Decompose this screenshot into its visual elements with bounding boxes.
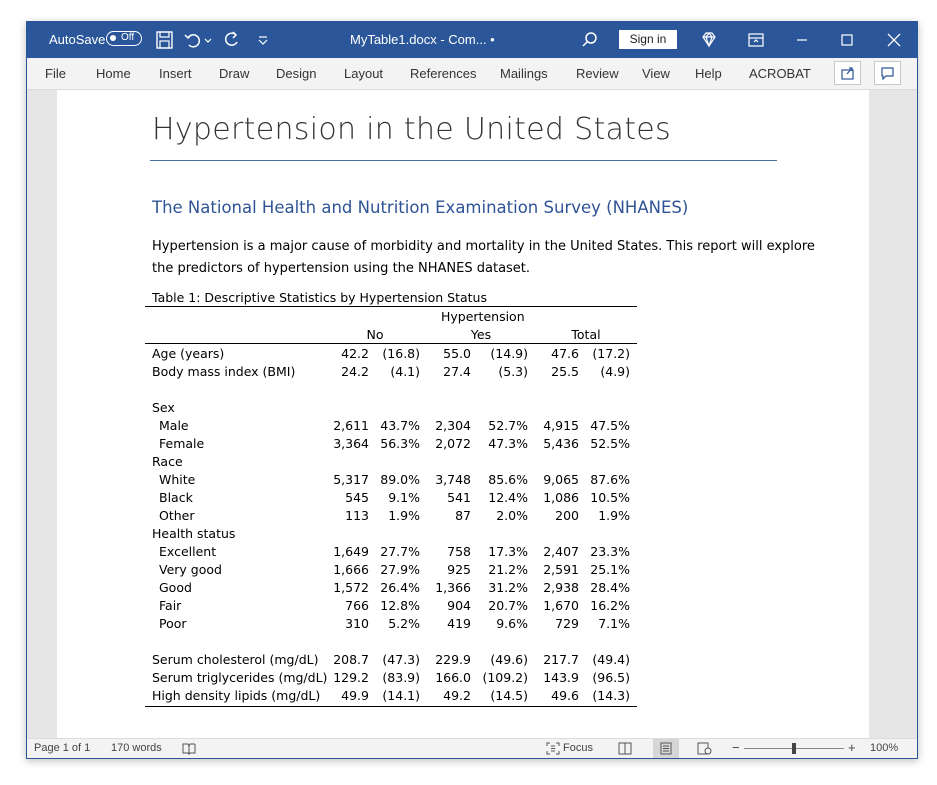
table-cell: 5,317 <box>333 472 369 487</box>
title-underline <box>150 160 777 161</box>
table-cell: 10.5% <box>590 490 630 505</box>
table-cell: 2,611 <box>333 418 369 433</box>
table-cell: 9,065 <box>543 472 579 487</box>
tab-draw[interactable]: Draw <box>219 66 250 81</box>
comment-icon <box>875 62 900 84</box>
table-row-label: Serum triglycerides (mg/dL) <box>152 670 328 685</box>
table-cell: 200 <box>555 508 579 523</box>
table-cell: 2,304 <box>435 418 471 433</box>
table-cell: 56.3% <box>380 436 420 451</box>
document-title[interactable]: MyTable1.docx - Com... • <box>350 32 495 47</box>
table-cell: 16.2% <box>590 598 630 613</box>
tab-file[interactable]: File <box>45 66 66 81</box>
table-cell: 541 <box>447 490 471 505</box>
tab-design[interactable]: Design <box>276 66 317 81</box>
table-cell: 229.9 <box>435 652 471 667</box>
table-cell: 55.0 <box>443 346 471 361</box>
table-cell: 85.6% <box>488 472 528 487</box>
word-window <box>26 21 918 759</box>
table-row-label: Health status <box>152 526 236 541</box>
tab-acrobat[interactable]: ACROBAT <box>749 66 811 81</box>
table-cell: (4.1) <box>390 364 420 379</box>
table-cell: (47.3) <box>382 652 420 667</box>
table-cell: 166.0 <box>435 670 471 685</box>
customize-icon[interactable] <box>253 30 273 50</box>
table-cell: (14.9) <box>490 346 528 361</box>
section-heading: The National Health and Nutrition Examination Survey (NHANES) <box>152 198 689 217</box>
table-cell: 31.2% <box>488 580 528 595</box>
share-button[interactable] <box>834 61 861 85</box>
table-cell: 28.4% <box>590 580 630 595</box>
table-row-label: Serum cholesterol (mg/dL) <box>152 652 319 667</box>
table-cell: 143.9 <box>543 670 579 685</box>
comments-button[interactable] <box>874 61 901 85</box>
diamond-icon[interactable] <box>699 30 719 50</box>
table-cell: 43.7% <box>380 418 420 433</box>
table-cell: 2,072 <box>435 436 471 451</box>
table-row-sublabel: Female <box>159 436 205 451</box>
table-cell: 1.9% <box>598 508 630 523</box>
table-cell: (49.4) <box>592 652 630 667</box>
table-row-sublabel: Fair <box>159 598 182 613</box>
table-cell: 42.2 <box>341 346 369 361</box>
table-column-header: Total <box>571 327 601 342</box>
table-column-header: Yes <box>470 327 492 342</box>
table-cell: 1,666 <box>333 562 369 577</box>
table-cell: 21.2% <box>488 562 528 577</box>
table-cell: 9.6% <box>496 616 528 631</box>
autosave-state: Off <box>121 32 135 43</box>
table-cell: 23.3% <box>590 544 630 559</box>
zoom-in-button[interactable]: + <box>848 740 856 755</box>
autosave-toggle[interactable] <box>106 31 142 46</box>
table-cell: 9.1% <box>388 490 420 505</box>
save-icon[interactable] <box>155 30 175 50</box>
table-cell: 2.0% <box>496 508 528 523</box>
table-cell: (14.3) <box>592 688 630 703</box>
zoom-slider[interactable] <box>744 748 844 749</box>
table-cell: 2,591 <box>543 562 579 577</box>
tab-home[interactable]: Home <box>96 66 131 81</box>
vertical-scroll-area[interactable] <box>869 90 917 738</box>
table-cell: 1.9% <box>388 508 420 523</box>
table-top-rule <box>145 306 637 307</box>
table-cell: 26.4% <box>380 580 420 595</box>
tab-insert[interactable]: Insert <box>159 66 192 81</box>
table-bottom-rule <box>145 706 637 707</box>
table-cell: 49.6 <box>551 688 579 703</box>
table-cell: (109.2) <box>482 670 528 685</box>
focus-button[interactable]: Focus <box>563 742 593 754</box>
table-cell: 24.2 <box>341 364 369 379</box>
status-bar <box>27 738 917 759</box>
table-cell: 47.6 <box>551 346 579 361</box>
table-cell: 217.7 <box>543 652 579 667</box>
table-cell: 89.0% <box>380 472 420 487</box>
table-cell: 1,366 <box>435 580 471 595</box>
document-page[interactable] <box>57 90 869 738</box>
table-cell: 904 <box>447 598 471 613</box>
table-cell: 7.1% <box>598 616 630 631</box>
table-cell: 925 <box>447 562 471 577</box>
table-row-label: Race <box>152 454 183 469</box>
table-row-sublabel: Black <box>159 490 193 505</box>
table-caption: Table 1: Descriptive Statistics by Hypertension Status <box>152 290 487 305</box>
table-cell: 208.7 <box>333 652 369 667</box>
table-cell: 12.4% <box>488 490 528 505</box>
table-row-label: High density lipids (mg/dL) <box>152 688 321 703</box>
table-cell: 2,407 <box>543 544 579 559</box>
table-row-sublabel: Male <box>159 418 189 433</box>
toggle-knob <box>110 35 116 41</box>
table-cell: 4,915 <box>543 418 579 433</box>
zoom-slider-thumb[interactable] <box>792 743 796 754</box>
read-mode-icon[interactable] <box>618 742 632 755</box>
table-row-sublabel: White <box>159 472 196 487</box>
tab-view[interactable]: View <box>642 66 670 81</box>
table-group-header: Hypertension <box>441 309 525 324</box>
table-cell: (17.2) <box>592 346 630 361</box>
title-bar <box>27 22 917 58</box>
autosave-label: AutoSave <box>49 32 106 47</box>
ribbon-display-icon[interactable] <box>746 30 766 50</box>
table-cell: 1,572 <box>333 580 369 595</box>
undo-icon[interactable] <box>183 30 203 50</box>
table-cell: (14.5) <box>490 688 528 703</box>
table-header-rule <box>145 343 637 344</box>
print-layout-icon <box>659 742 673 755</box>
table-row-sublabel: Excellent <box>159 544 217 559</box>
table-cell: 419 <box>447 616 471 631</box>
table-cell: (49.6) <box>490 652 528 667</box>
table-column-header: No <box>366 327 384 342</box>
table-cell: 49.9 <box>341 688 369 703</box>
table-cell: (16.8) <box>382 346 420 361</box>
table-cell: 87.6% <box>590 472 630 487</box>
table-cell: 545 <box>345 490 369 505</box>
table-cell: 729 <box>555 616 579 631</box>
table-cell: (96.5) <box>592 670 630 685</box>
maximize-icon[interactable] <box>837 30 857 50</box>
table-cell: 52.5% <box>590 436 630 451</box>
tab-review[interactable]: Review <box>576 66 619 81</box>
table-row-sublabel: Other <box>159 508 195 523</box>
table-cell: 766 <box>345 598 369 613</box>
tab-references[interactable]: References <box>410 66 477 81</box>
document-title-heading: Hypertension in the United States <box>152 112 671 147</box>
close-icon[interactable] <box>884 30 904 50</box>
table-cell: 17.3% <box>488 544 528 559</box>
word-count[interactable]: 170 words <box>111 742 162 754</box>
table-cell: 25.1% <box>590 562 630 577</box>
table-cell: 25.5 <box>551 364 579 379</box>
table-cell: 27.7% <box>380 544 420 559</box>
table-cell: 758 <box>447 544 471 559</box>
table-cell: (83.9) <box>382 670 420 685</box>
table-row-sublabel: Poor <box>159 616 187 631</box>
tab-layout[interactable]: Layout <box>344 66 384 81</box>
print-layout-button[interactable] <box>653 739 679 759</box>
zoom-out-button[interactable]: − <box>732 740 740 755</box>
table-row-label: Age (years) <box>152 346 225 361</box>
ribbon-tabs <box>27 58 917 90</box>
table-cell: (14.1) <box>382 688 420 703</box>
table-cell: 87 <box>455 508 471 523</box>
proofing-icon[interactable] <box>182 742 196 755</box>
page-count[interactable]: Page 1 of 1 <box>34 742 91 754</box>
table-cell: 52.7% <box>488 418 528 433</box>
table-cell: 47.5% <box>590 418 630 433</box>
table-cell: 3,748 <box>435 472 471 487</box>
tab-help[interactable]: Help <box>695 66 722 81</box>
table-row-sublabel: Good <box>159 580 192 595</box>
intro-paragraph <box>152 236 815 280</box>
table-cell: 20.7% <box>488 598 528 613</box>
table-cell: 129.2 <box>333 670 369 685</box>
minimize-icon[interactable] <box>792 30 812 50</box>
table-cell: 310 <box>345 616 369 631</box>
table-cell: 27.4 <box>443 364 471 379</box>
table-cell: 5,436 <box>543 436 579 451</box>
web-layout-icon[interactable] <box>697 742 712 755</box>
focus-icon[interactable] <box>546 742 560 755</box>
table-cell: (4.9) <box>600 364 630 379</box>
paragraph-line: the predictors of hypertension using the NHANES dataset. <box>152 261 531 276</box>
tab-mailings[interactable]: Mailings <box>500 66 548 81</box>
search-icon[interactable] <box>580 30 600 50</box>
table-row-label: Body mass index (BMI) <box>152 364 296 379</box>
table-cell: 27.9% <box>380 562 420 577</box>
chevron-down-icon[interactable] <box>203 30 213 50</box>
table-cell: 49.2 <box>443 688 471 703</box>
table-cell: 1,649 <box>333 544 369 559</box>
table-cell: 2,938 <box>543 580 579 595</box>
paragraph-line: Hypertension is a major cause of morbidity and mortality in the United States. This report will explore <box>152 239 815 254</box>
table-cell: 113 <box>345 508 369 523</box>
share-icon <box>835 62 860 84</box>
table-row-label: Sex <box>152 400 175 415</box>
redo-icon[interactable] <box>222 30 242 50</box>
table-cell: 47.3% <box>488 436 528 451</box>
table-cell: 1,670 <box>543 598 579 613</box>
zoom-level[interactable]: 100% <box>870 742 899 754</box>
table-row-sublabel: Very good <box>159 562 222 577</box>
table-cell: 1,086 <box>543 490 579 505</box>
table-cell: 5.2% <box>388 616 420 631</box>
table-cell: 3,364 <box>333 436 369 451</box>
table-cell: 12.8% <box>380 598 420 613</box>
table-cell: (5.3) <box>498 364 528 379</box>
sign-in-button[interactable]: Sign in <box>619 30 677 49</box>
